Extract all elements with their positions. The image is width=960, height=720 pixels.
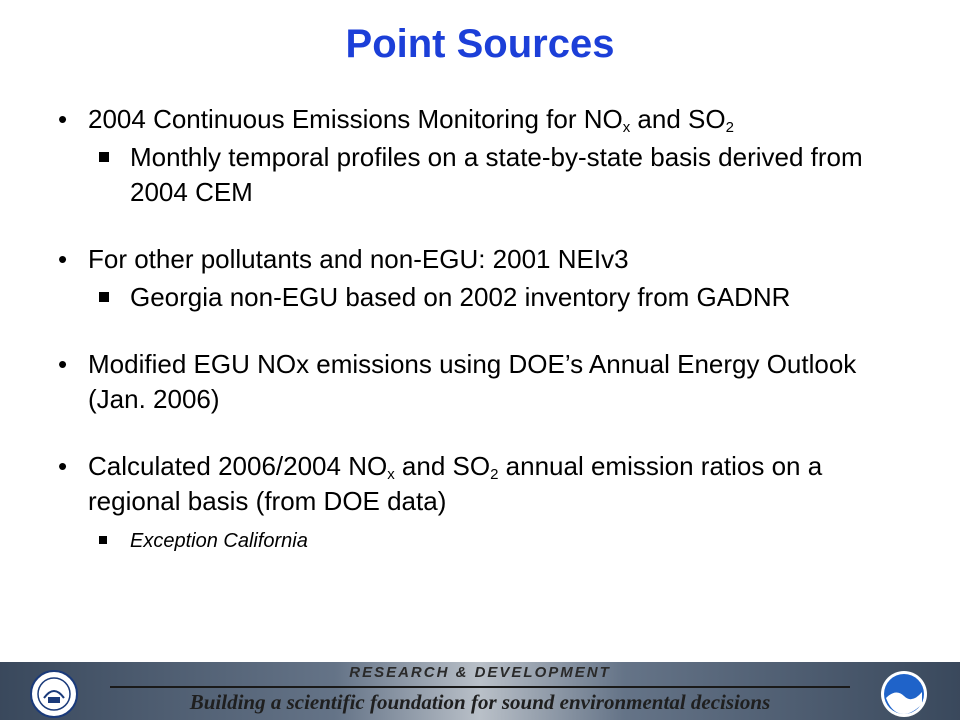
noaa-logo-icon — [880, 670, 928, 718]
slide-title: Point Sources — [345, 22, 615, 66]
bullet-dot: • — [58, 451, 68, 481]
bullet-cem: • 2004 Continuous Emissions Monitoring for $NO_x$ and $SO_2$ — [58, 104, 734, 136]
square-bullet-icon — [99, 292, 109, 302]
bullet-dot: • — [58, 349, 68, 379]
footer-divider — [110, 686, 850, 688]
subbullet-temporal: Monthly temporal profiles on a state-by-state basis derived from 2004 CEM — [54, 140, 914, 210]
bullet-list — [54, 102, 914, 555]
square-bullet-icon — [99, 536, 107, 544]
bullet-ratios: • Calculated 2006/2004 $NO_x$ and $SO_2$ annual emission ratios on a regional basis (from DOE data) — [58, 451, 823, 516]
bullet-dot: • — [58, 104, 68, 134]
footer-banner — [0, 662, 960, 720]
bullet-egu-nox: • Modified EGU NOx emissions using DOE’s Annual Energy Outlook (Jan. 2006) — [58, 349, 857, 414]
epa-seal-icon — [30, 670, 78, 718]
square-bullet-icon — [99, 152, 109, 162]
bullet-dot: • — [58, 244, 68, 274]
footer-motto: Building a scientific foundation for sound environmental decisions — [189, 690, 771, 714]
subbullet-california: Exception California — [54, 527, 914, 555]
subbullet-georgia: Georgia non-EGU based on 2002 inventory from GADNR — [54, 280, 914, 315]
bullet-other-pollutants: • For other pollutants and non-EGU: 2001 NEIv3 — [54, 242, 914, 277]
footer-heading: RESEARCH & DEVELOPMENT — [349, 664, 611, 681]
